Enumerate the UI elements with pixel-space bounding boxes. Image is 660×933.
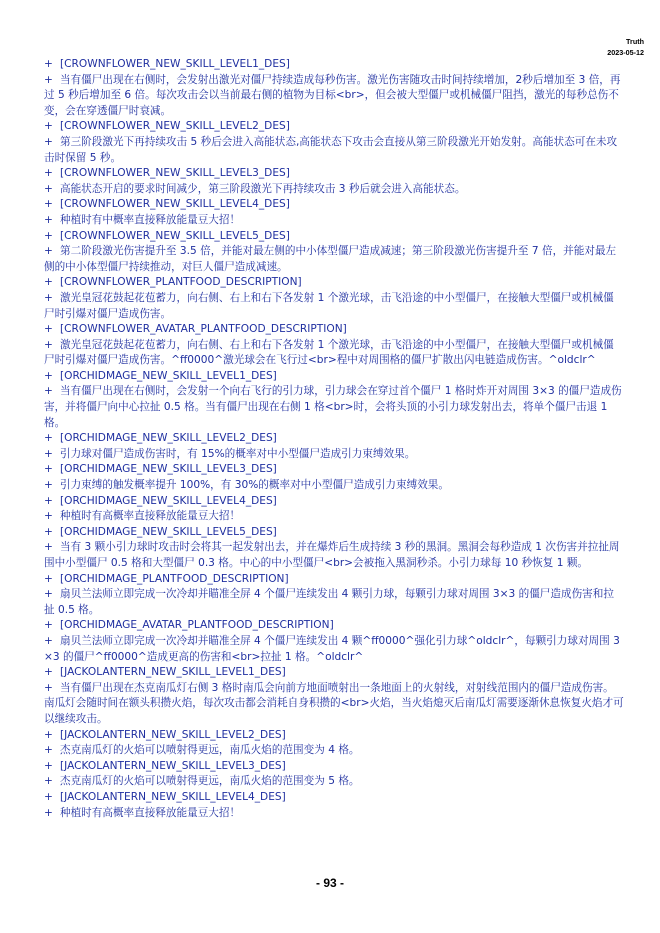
line-text: 当有僵尸出现在杰克南瓜灯右侧 3 格时南瓜会向前方地面喷射出一条地面上的火射线，对射线范围内的僵尸造成伤害。南瓜灯会随时间在额头积攒火焰，每次攻击都会消耗自身积攒的<br>火焰，当火焰熄灭后南瓜灯需要逐渐休息恢复火焰才可以继续攻击。 [44, 681, 624, 725]
text-line [44, 759, 624, 775]
text-line [44, 213, 624, 229]
plus-marker: + [44, 759, 53, 772]
line-text: [CROWNFLOWER_AVATAR_PLANTFOOD_DESCRIPTION] [60, 323, 347, 336]
text-line [44, 197, 624, 213]
line-text: [ORCHIDMAGE_PLANTFOOD_DESCRIPTION] [60, 572, 289, 585]
text-line [44, 681, 624, 728]
line-text: 杰克南瓜灯的火焰可以喷射得更远，南瓜火焰的范围变为 4 格。 [60, 744, 360, 757]
plus-marker: + [44, 666, 53, 679]
line-text: 激光皇冠花鼓起花苞蓄力，向右侧、右上和右下各发射 1 个激光球，击飞沿途的中小型僵尸，在接触大型僵尸或机械僵尸时引爆对僵尸造成伤害。 [44, 291, 614, 320]
text-line [44, 447, 624, 463]
text-line [44, 322, 624, 338]
text-line [44, 774, 624, 790]
text-line [44, 743, 624, 759]
plus-marker: + [44, 447, 53, 460]
plus-marker: + [44, 681, 53, 694]
text-line [44, 665, 624, 681]
plus-marker: + [44, 525, 53, 538]
line-text: 杰克南瓜灯的火焰可以喷射得更远，南瓜火焰的范围变为 5 格。 [60, 775, 360, 788]
plus-marker: + [44, 198, 53, 211]
line-text: 当有僵尸出现在右侧时，会发射出激光对僵尸持续造成每秒伤害。激光伤害随攻击时间持续增加，2秒后增加至 3 倍，再过 5 秒后增加至 6 倍。每次攻击会以当前最右侧的植物为目标<br>，但会被大型僵尸或机械僵尸阻挡，激光的每秒总伤不变，会在穿透僵尸时衰减。 [44, 73, 621, 117]
document-title: Truth [626, 37, 644, 46]
plus-marker: + [44, 291, 53, 304]
text-line [44, 119, 624, 135]
plus-marker: + [44, 572, 53, 585]
plus-marker: + [44, 385, 53, 398]
plus-marker: + [44, 744, 53, 757]
line-text: 当有 3 颗小引力球时攻击时会将其一起发射出去，并在爆炸后生成持续 3 秒的黑洞。黑洞会每秒造成 1 次伤害并拉扯周围中小型僵尸 0.5 格和大型僵尸 0.3 格。中心的中小型僵尸<br>会被拖入黑洞秒杀。小引力球每 10 秒恢复 1 颗。 [44, 541, 620, 569]
plus-marker: + [44, 135, 53, 148]
text-line [44, 634, 624, 665]
line-text: [ORCHIDMAGE_NEW_SKILL_LEVEL2_DES] [60, 432, 277, 445]
plus-marker: + [44, 276, 53, 289]
plus-marker: + [44, 58, 53, 70]
plus-marker: + [44, 338, 53, 351]
text-line [44, 540, 624, 571]
line-text: [JACKOLANTERN_NEW_SKILL_LEVEL2_DES] [60, 728, 286, 741]
text-line [44, 135, 624, 166]
line-text: [CROWNFLOWER_PLANTFOOD_DESCRIPTION] [60, 276, 302, 289]
plus-marker: + [44, 120, 53, 133]
line-text: [ORCHIDMAGE_AVATAR_PLANTFOOD_DESCRIPTION] [60, 619, 334, 632]
text-line [44, 494, 624, 510]
plus-marker: + [44, 588, 53, 601]
text-line [44, 587, 624, 618]
line-text: 第三阶段激光下再持续攻击 5 秒后会进入高能状态,高能状态下攻击会直接从第三阶段激光开始发射。高能状态可在未攻击时保留 5 秒。 [44, 135, 618, 164]
page-number: - 93 - [315, 876, 344, 890]
line-text: 第二阶段激光伤害提升至 3.5 倍，并能对最左侧的中小体型僵尸造成减速；第三阶段激光伤害提升至 7 倍，并能对最左侧的中小体型僵尸持续推动，对巨人僵尸造成减速。 [44, 245, 617, 273]
line-text: 种植时有高概率直接释放能量豆大招！ [60, 510, 241, 523]
line-text: [CROWNFLOWER_NEW_SKILL_LEVEL4_DES] [60, 198, 290, 211]
text-line [44, 728, 624, 744]
plus-marker: + [44, 806, 53, 819]
text-line [44, 462, 624, 478]
text-line [44, 57, 624, 73]
plus-marker: + [44, 510, 53, 523]
plus-marker: + [44, 728, 53, 741]
plus-marker: + [44, 775, 53, 788]
text-line [44, 509, 624, 525]
line-text: 引力束缚的触发概率提升 100%，有 30%的概率对中小型僵尸造成引力束缚效果。 [60, 479, 449, 492]
text-line [44, 229, 624, 245]
line-text: 扇贝兰法师立即完成一次冷却并瞄准全屏 4 个僵尸连续发出 4 颗^ff0000^强化引力球^oldclr^，每颗引力球对周围 3×3 的僵尸^ff0000^造成更高的伤害和<br>拉扯 1 格。^oldclr^ [44, 634, 620, 663]
text-line [44, 790, 624, 806]
line-text: [CROWNFLOWER_NEW_SKILL_LEVEL1_DES] [60, 58, 290, 70]
line-text: [ORCHIDMAGE_NEW_SKILL_LEVEL5_DES] [60, 525, 277, 538]
plus-marker: + [44, 432, 53, 445]
plus-marker: + [44, 619, 53, 632]
plus-marker: + [44, 479, 53, 492]
page-header [607, 36, 644, 58]
plus-marker: + [44, 213, 53, 226]
line-text: 种植时有中概率直接释放能量豆大招！ [60, 213, 241, 226]
plus-marker: + [44, 229, 53, 242]
plus-marker: + [44, 541, 53, 554]
plus-marker: + [44, 790, 53, 803]
text-line [44, 275, 624, 291]
text-line [44, 478, 624, 494]
text-line [44, 182, 624, 198]
text-line [44, 244, 624, 275]
plus-marker: + [44, 182, 53, 195]
line-text: [CROWNFLOWER_NEW_SKILL_LEVEL2_DES] [60, 120, 290, 133]
line-text: [JACKOLANTERN_NEW_SKILL_LEVEL1_DES] [60, 666, 286, 679]
line-text: 激光皇冠花鼓起花苞蓄力，向右侧、右上和右下各发射 1 个激光球，击飞沿途的中小型僵尸，在接触大型僵尸或机械僵尸时引爆对僵尸造成伤害。^ff0000^激光球会在飞行过<br>程中对周围格的僵尸扩散出闪电链造成伤害。^oldclr^ [44, 338, 614, 367]
document-date: 2023-05-12 [607, 48, 644, 57]
line-text: 扇贝兰法师立即完成一次冷却并瞄准全屏 4 个僵尸连续发出 4 颗引力球，每颗引力球对周围 3×3 的僵尸造成伤害和拉扯 0.5 格。 [44, 588, 614, 616]
line-text: [ORCHIDMAGE_NEW_SKILL_LEVEL3_DES] [60, 463, 277, 476]
text-line [44, 166, 624, 182]
line-text: 高能状态开启的要求时间减少，第三阶段激光下再持续攻击 3 秒后就会进入高能状态。 [60, 182, 466, 195]
text-line [44, 338, 624, 369]
line-text: [CROWNFLOWER_NEW_SKILL_LEVEL5_DES] [60, 229, 290, 242]
plus-marker: + [44, 323, 53, 336]
plus-marker: + [44, 167, 53, 180]
line-text: [CROWNFLOWER_NEW_SKILL_LEVEL3_DES] [60, 167, 290, 180]
line-text: [ORCHIDMAGE_NEW_SKILL_LEVEL1_DES] [60, 369, 277, 382]
plus-marker: + [44, 369, 53, 382]
plus-marker: + [44, 494, 53, 507]
text-line [44, 431, 624, 447]
text-line [44, 384, 624, 431]
text-line [44, 73, 624, 120]
line-text: [JACKOLANTERN_NEW_SKILL_LEVEL4_DES] [60, 790, 286, 803]
text-line [44, 525, 624, 541]
line-text: 种植时有高概率直接释放能量豆大招！ [60, 806, 241, 819]
document-body [44, 57, 624, 821]
plus-marker: + [44, 245, 53, 258]
text-line [44, 369, 624, 385]
line-text: 当有僵尸出现在右侧时，会发射一个向右飞行的引力球，引力球会在穿过首个僵尸 1 格时炸开对周围 3×3 的僵尸造成伤害，并将僵尸向中心拉扯 0.5 格。当有僵尸出现在右侧 1 格<br>时，会将头顶的小引力球发射出去，将单个僵尸击退 1 格。 [44, 385, 622, 429]
plus-marker: + [44, 634, 53, 647]
text-line [44, 618, 624, 634]
plus-marker: + [44, 463, 53, 476]
text-line [44, 806, 624, 822]
line-text: [JACKOLANTERN_NEW_SKILL_LEVEL3_DES] [60, 759, 286, 772]
line-text: 引力球对僵尸造成伤害时，有 15%的概率对中小型僵尸造成引力束缚效果。 [60, 447, 416, 460]
plus-marker: + [44, 73, 53, 86]
text-line [44, 291, 624, 322]
line-text: [ORCHIDMAGE_NEW_SKILL_LEVEL4_DES] [60, 494, 277, 507]
text-line [44, 572, 624, 588]
